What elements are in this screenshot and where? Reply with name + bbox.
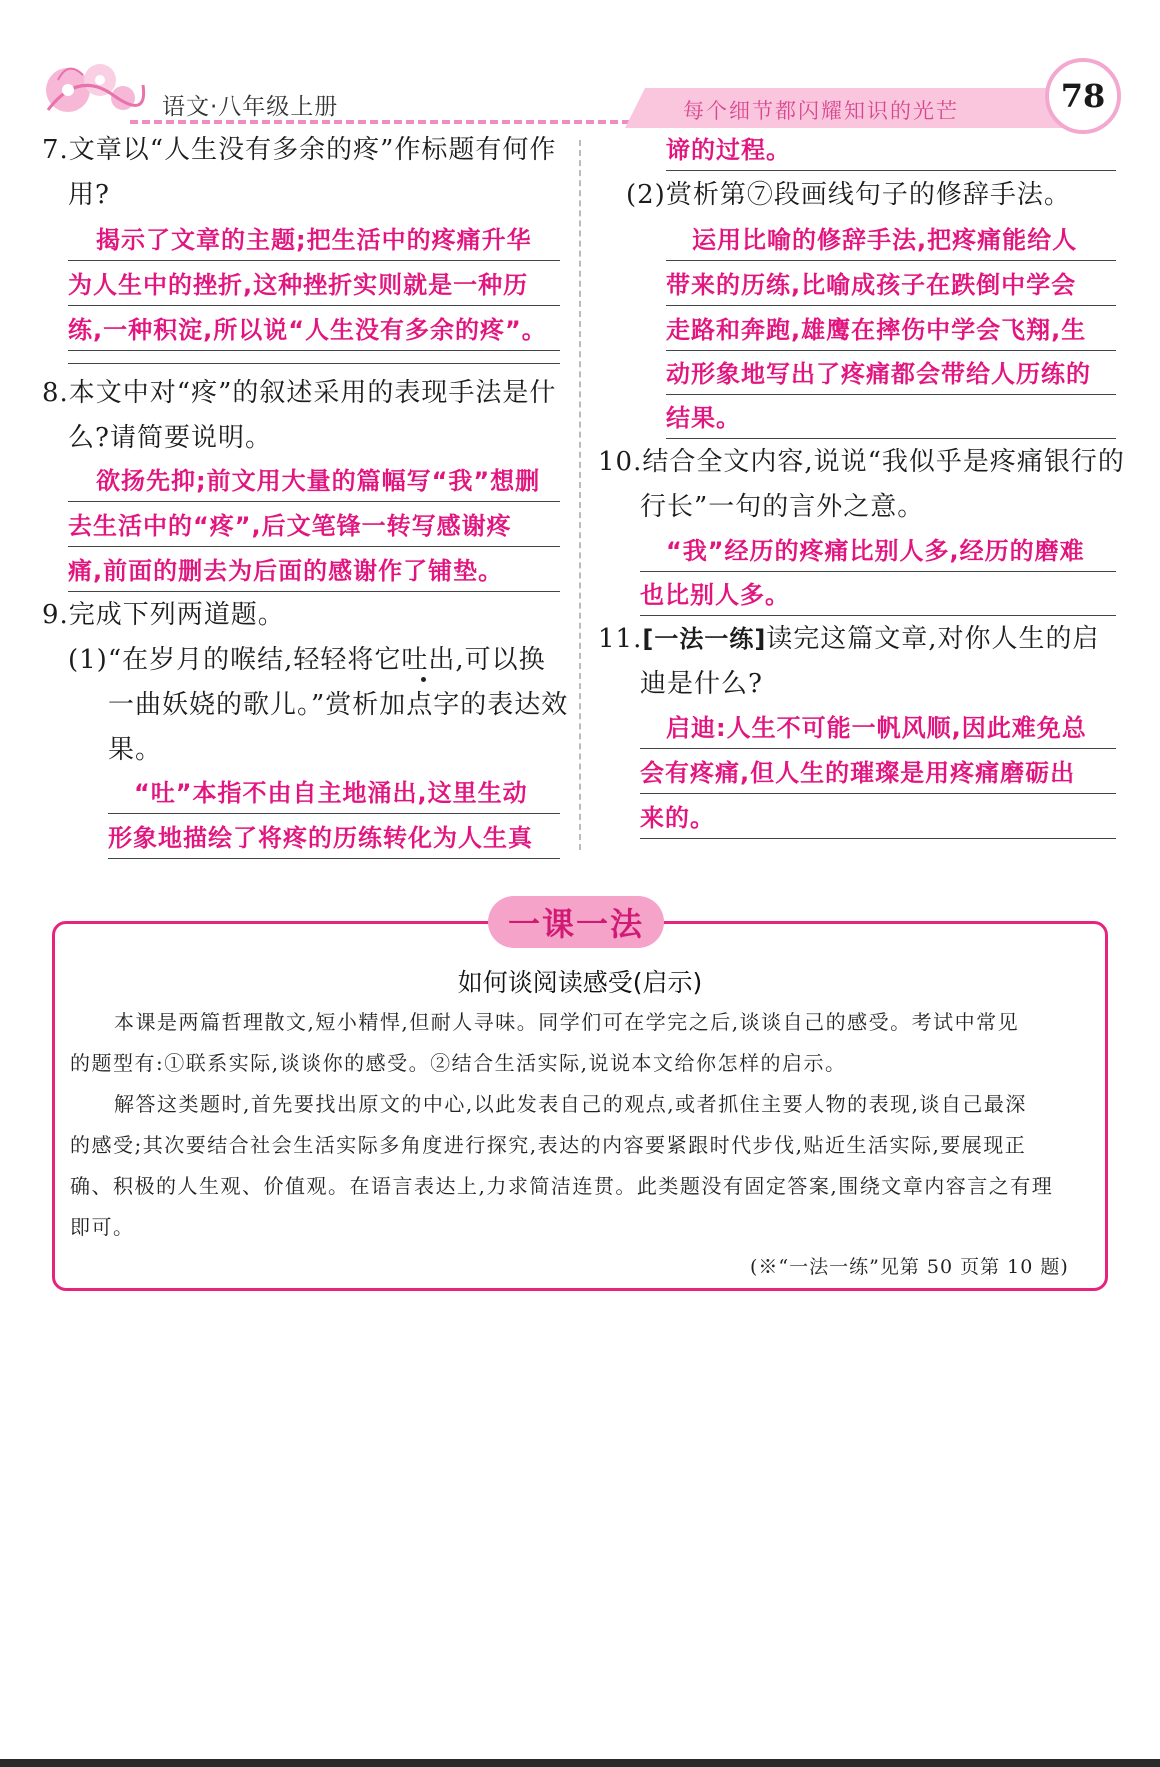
q9-part2-answer-line: 动形象地写出了疼痛都会带给人历练的	[666, 353, 1116, 395]
q9-part1-question-line: 一曲妖娆的歌儿。”赏析加点字的表达效	[108, 690, 569, 720]
q7-question-line: 用?	[68, 180, 110, 210]
column-divider	[579, 140, 581, 850]
bottom-edge-bar	[0, 1759, 1160, 1767]
q11-answer-line: 会有疼痛,但人生的璀璨是用疼痛磨砺出	[640, 752, 1116, 794]
q7-answer-line: 揭示了文章的主题;把生活中的疼痛升华	[68, 219, 560, 261]
q9-part1-answer-line: “吐”本指不由自主地涌出,这里生动	[108, 772, 560, 814]
page-header	[0, 0, 1160, 135]
q11-question-line	[598, 622, 1100, 656]
method-paragraph-line: 解答这类题时,首先要找出原文的中心,以此发表自己的观点,或者抓住主要人物的表现,谈自己最深	[114, 1092, 1027, 1116]
page-number-badge	[1045, 58, 1121, 134]
q8-question-line: 8.本文中对“疼”的叙述采用的表现手法是什	[42, 378, 557, 408]
q9-part1-question-line: 果。	[108, 735, 163, 765]
q7-question-line: 7.文章以“人生没有多余的疼”作标题有何作	[42, 135, 557, 165]
q9-part1-question-line: (1)“在岁月的喉结,轻轻将它吐出,可以换	[68, 645, 546, 675]
method-box-tab-label: 一课一法	[507, 905, 644, 943]
method-paragraph-line: 本课是两篇哲理散文,短小精悍,但耐人寻味。同学们可在学完之后,谈谈自己的感受。考试中常见	[114, 1010, 1020, 1034]
header-slogan: 每个细节都闪耀知识的光芒	[683, 99, 959, 123]
method-paragraph-line: 的题型有:①联系实际,谈谈你的感受。②结合生活实际,说说本文给你怎样的启示。	[70, 1051, 847, 1075]
method-box-title: 如何谈阅读感受(启示)	[457, 968, 703, 997]
method-paragraph-line: 确、积极的人生观、价值观。在语言表达上,力求简洁连贯。此类题没有固定答案,围绕文章内容言之有理	[70, 1174, 1054, 1198]
q8-answer-line: 去生活中的“疼”,后文笔锋一转写感谢疼	[68, 505, 560, 547]
q9-part2-answer-line: 带来的历练,比喻成孩子在跌倒中学会	[666, 264, 1116, 306]
method-paragraph-line: 的感受;其次要结合社会生活实际多角度进行探究,表达的内容要紧跟时代步伐,贴近生活实际,要展现正	[70, 1133, 1027, 1157]
q8-answer-line: 欲扬先抑;前文用大量的篇幅写“我”想删	[68, 460, 560, 502]
q7-answer-rule	[68, 363, 560, 364]
q7-answer-line: 练,一种积淀,所以说“人生没有多余的疼”。	[68, 309, 560, 351]
emphasis-dot	[421, 677, 426, 682]
method-box-tab	[488, 896, 664, 948]
q11-practice-tag: [一法一练]	[642, 625, 767, 653]
q11-question-text: 读完这篇文章,对你人生的启	[766, 624, 1100, 654]
floral-ornament-icon	[38, 50, 148, 125]
q9-part1-answer-line: 形象地描绘了将疼的历练转化为人生真	[108, 817, 560, 859]
book-subject-label: 语文·八年级上册	[162, 94, 339, 120]
q9-part2-answer-line: 结果。	[666, 397, 1116, 439]
q9-question-line: 9.完成下列两道题。	[42, 600, 285, 630]
q9-part2-answer-line: 走路和奔跑,雄鹰在摔伤中学会飞翔,生	[666, 309, 1116, 351]
page-number: 78	[1060, 77, 1106, 115]
q11-answer-line: 启迪:人生不可能一帆风顺,因此难免总	[640, 707, 1116, 749]
q11-answer-line: 来的。	[640, 797, 1116, 839]
q10-question-line: 行长”一句的言外之意。	[640, 492, 925, 522]
method-paragraph-line: 即可。	[70, 1215, 135, 1239]
header-dashed-divider	[130, 120, 630, 124]
method-box-note: (※“一法一练”见第 50 页第 10 题)	[750, 1256, 1069, 1278]
q9-part2-question-line: (2)赏析第⑦段画线句子的修辞手法。	[626, 180, 1071, 210]
q7-answer-line: 为人生中的挫折,这种挫折实则就是一种历	[68, 264, 560, 306]
q8-question-line: 么?请简要说明。	[68, 423, 272, 453]
q8-answer-line: 痛,前面的删去为后面的感谢作了铺垫。	[68, 550, 560, 592]
q11-number: 11.	[598, 624, 643, 654]
q11-question-line: 迪是什么?	[640, 669, 763, 699]
q9-part1-answer-continued: 谛的过程。	[666, 129, 1116, 171]
q10-question-line: 10.结合全文内容,说说“我似乎是疼痛银行的	[598, 447, 1125, 477]
q10-answer-line: 也比别人多。	[640, 574, 1116, 616]
q10-answer-line: “我”经历的疼痛比别人多,经历的磨难	[640, 530, 1116, 572]
q9-part2-answer-line: 运用比喻的修辞手法,把疼痛能给人	[666, 219, 1116, 261]
